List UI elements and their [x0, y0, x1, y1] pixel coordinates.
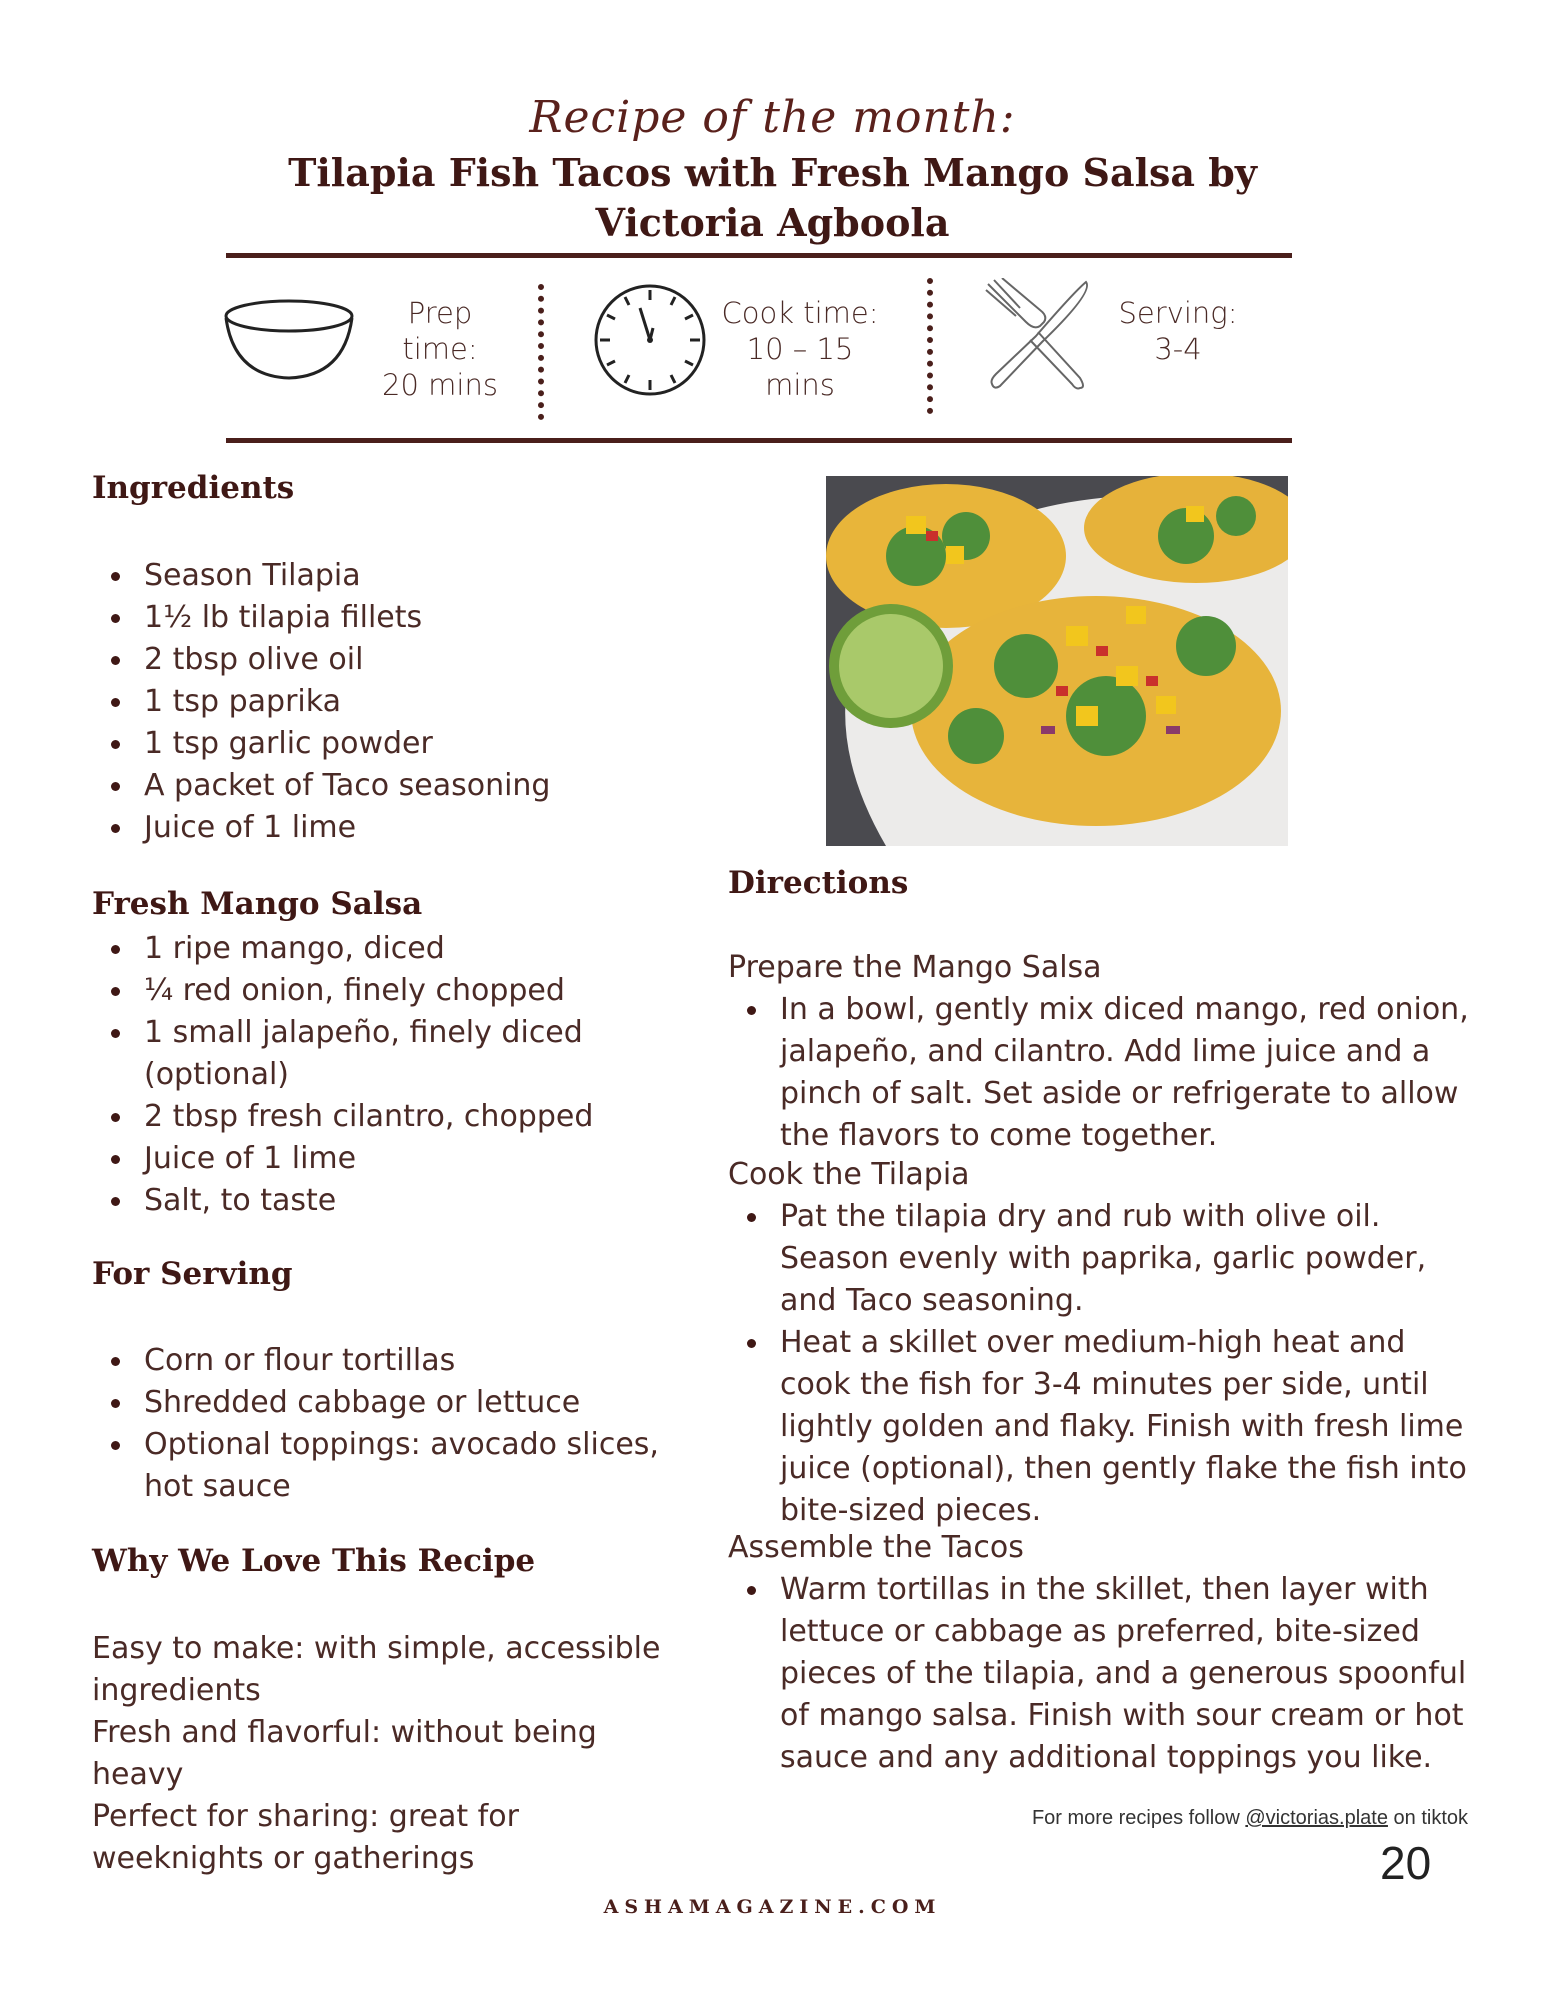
prep-time [370, 295, 510, 403]
servings-label: Serving: [1118, 296, 1238, 330]
ingredients-list [92, 555, 652, 849]
list-item: Salt, to taste [92, 1180, 612, 1222]
direction-step: Heat a skillet over medium-high heat and cook the fish for 3-4 minutes per side, until lightly golden and flaky. Finish with fresh lime juice (optional), then gently flake the fish into bite-sized pieces. [728, 1322, 1468, 1532]
directions-heading: Directions [728, 865, 909, 901]
list-item: Optional toppings: avocado slices, hot sauce [92, 1424, 662, 1508]
directions-list-1 [728, 989, 1488, 1157]
list-item: Juice of 1 lime [92, 1138, 612, 1180]
follow-note [900, 1807, 1468, 1830]
list-item: ¼ red onion, finely chopped [92, 970, 612, 1012]
meta-divider [538, 284, 544, 420]
why-text [92, 1628, 692, 1880]
prep-time-label: Prep time: [402, 296, 478, 366]
cook-time [715, 295, 885, 403]
why-heading: Why We Love This Recipe [92, 1543, 536, 1579]
page-number: 20 [1380, 1837, 1432, 1889]
follow-suffix: on tiktok [1387, 1807, 1468, 1829]
serving-heading: For Serving [92, 1256, 293, 1292]
bowl-icon [222, 298, 356, 382]
why-line: Easy to make: with simple, accessible ingredients [92, 1631, 661, 1708]
prep-time-value: 20 mins [382, 368, 498, 402]
list-item: A packet of Taco seasoning [92, 765, 652, 807]
recipe-title [250, 148, 1295, 248]
directions-sub-1: Prepare the Mango Salsa [728, 950, 1102, 985]
list-item: Season Tilapia [92, 555, 652, 597]
directions-sub-3: Assemble the Tacos [728, 1530, 1024, 1565]
list-item: 1 tsp garlic powder [92, 723, 652, 765]
why-line: Perfect for sharing: great for weeknights or gatherings [92, 1799, 519, 1876]
list-item: Juice of 1 lime [92, 807, 652, 849]
salsa-heading: Fresh Mango Salsa [92, 886, 423, 922]
recipe-title-line-1: Tilapia Fish Tacos with Fresh Mango Salsa by [288, 150, 1257, 195]
meta-divider [927, 278, 933, 414]
list-item: 2 tbsp fresh cilantro, chopped [92, 1096, 612, 1138]
servings [1108, 295, 1248, 367]
cook-time-label: Cook time: [721, 296, 879, 330]
list-item: 1 small jalapeño, finely diced (optional) [92, 1012, 612, 1096]
top-rule [226, 253, 1292, 258]
directions-list-2 [728, 1196, 1468, 1532]
cook-time-value: 10 – 15 mins [746, 332, 854, 402]
serving-list [92, 1340, 662, 1508]
why-line: Fresh and flavorful: without being heavy [92, 1715, 597, 1792]
direction-step: Warm tortillas in the skillet, then layer with lettuce or cabbage as preferred, bite-sized pieces of the tilapia, and a generous spoonful of mango salsa. Finish with sour cream or hot sauce and any additional toppings you like. [728, 1569, 1488, 1779]
list-item: 2 tbsp olive oil [92, 639, 652, 681]
list-item: 1 tsp paprika [92, 681, 652, 723]
tacos-photo [826, 476, 1288, 846]
salsa-list [92, 928, 612, 1222]
directions-list-3 [728, 1569, 1488, 1779]
tiktok-handle-link[interactable]: @victorias.plate [1245, 1807, 1388, 1829]
recipe-kicker: Recipe of the month: [529, 92, 1016, 143]
list-item: 1 ripe mango, diced [92, 928, 612, 970]
fork-knife-icon [982, 278, 1094, 392]
clock-icon [592, 282, 708, 398]
recipe-title-line-2: Victoria Agboola [595, 200, 950, 245]
bottom-rule [226, 438, 1292, 443]
list-item: Shredded cabbage or lettuce [92, 1382, 662, 1424]
follow-prefix: For more recipes follow [1031, 1807, 1246, 1829]
site-url: ASHAMAGAZINE.COM [603, 1896, 942, 1918]
direction-step: In a bowl, gently mix diced mango, red onion, jalapeño, and cilantro. Add lime juice and a pinch of salt. Set aside or refrigerate to allow the flavors to come together. [728, 989, 1488, 1157]
direction-step: Pat the tilapia dry and rub with olive oil. Season evenly with paprika, garlic powder, and Taco seasoning. [728, 1196, 1468, 1322]
servings-value: 3-4 [1154, 332, 1202, 366]
list-item: 1½ lb tilapia fillets [92, 597, 652, 639]
list-item: Corn or flour tortillas [92, 1340, 662, 1382]
directions-sub-2: Cook the Tilapia [728, 1157, 970, 1192]
ingredients-heading: Ingredients [92, 470, 295, 506]
